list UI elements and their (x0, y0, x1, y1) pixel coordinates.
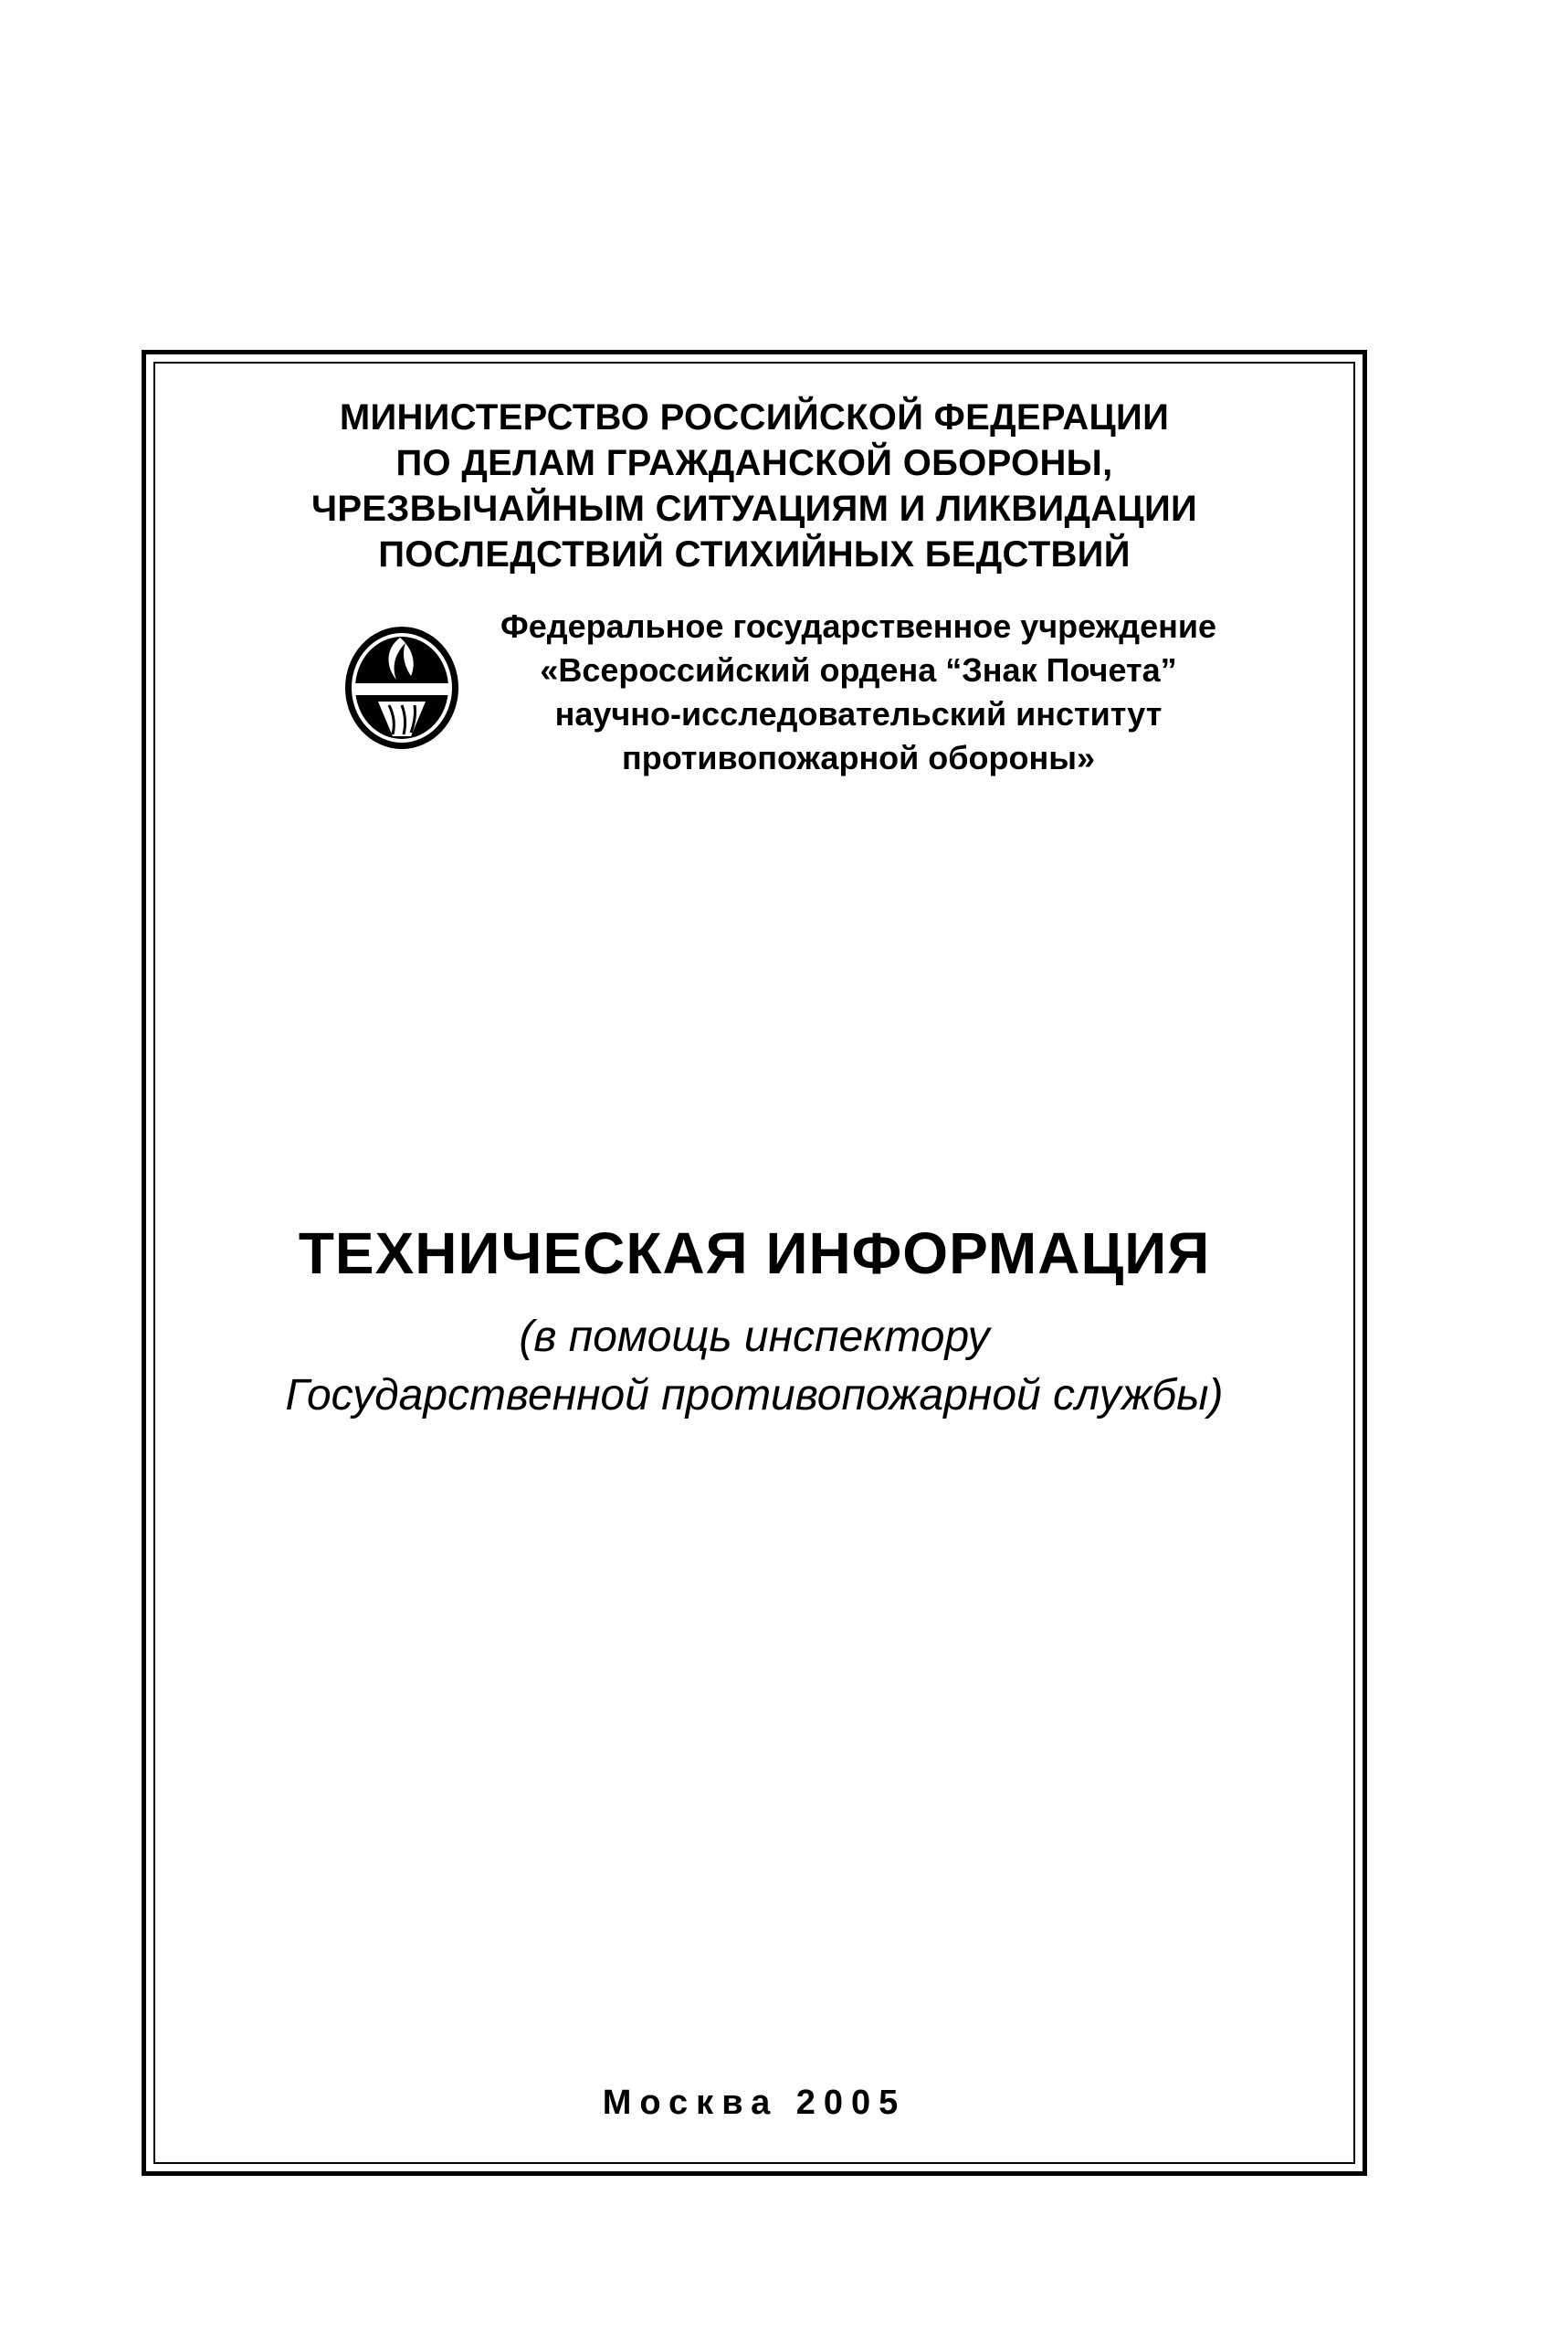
ministry-line-1: МИНИСТЕРСТВО РОССИЙСКОЙ ФЕДЕРАЦИИ (339, 397, 1170, 438)
ministry-line-4: ПОСЛЕДСТВИЙ СТИХИЙНЫХ БЕДСТВИЙ (378, 534, 1131, 575)
ministry-line-3: ЧРЕЗВЫЧАЙНЫМ СИТУАЦИЯМ И ЛИКВИДАЦИИ (310, 489, 1198, 529)
institute-line-4: противопожарной обороны» (621, 739, 1096, 776)
subtitle-line-1: (в помощь инспектору (519, 1313, 990, 1361)
institute-name (475, 605, 1242, 780)
institute-line-1: Федеральное государственное учреждение (500, 607, 1217, 645)
publication-place-year: Москва 2005 (602, 2084, 907, 2122)
subtitle-line-2: Государственной противопожарной службы) (285, 1371, 1224, 1420)
torch-emblem-icon (342, 623, 462, 753)
institute-line-2: «Всероссийский ордена “Знак Почета” (540, 651, 1177, 689)
ministry-line-2: ПО ДЕЛАМ ГРАЖДАНСКОЙ ОБОРОНЫ, (395, 443, 1113, 483)
ministry-header (153, 395, 1355, 577)
institute-line-3: научно-исследовательский институт (554, 695, 1163, 733)
document-title: ТЕХНИЧЕСКАЯ ИНФОРМАЦИЯ (298, 1220, 1211, 1286)
document-subtitle (153, 1308, 1355, 1425)
